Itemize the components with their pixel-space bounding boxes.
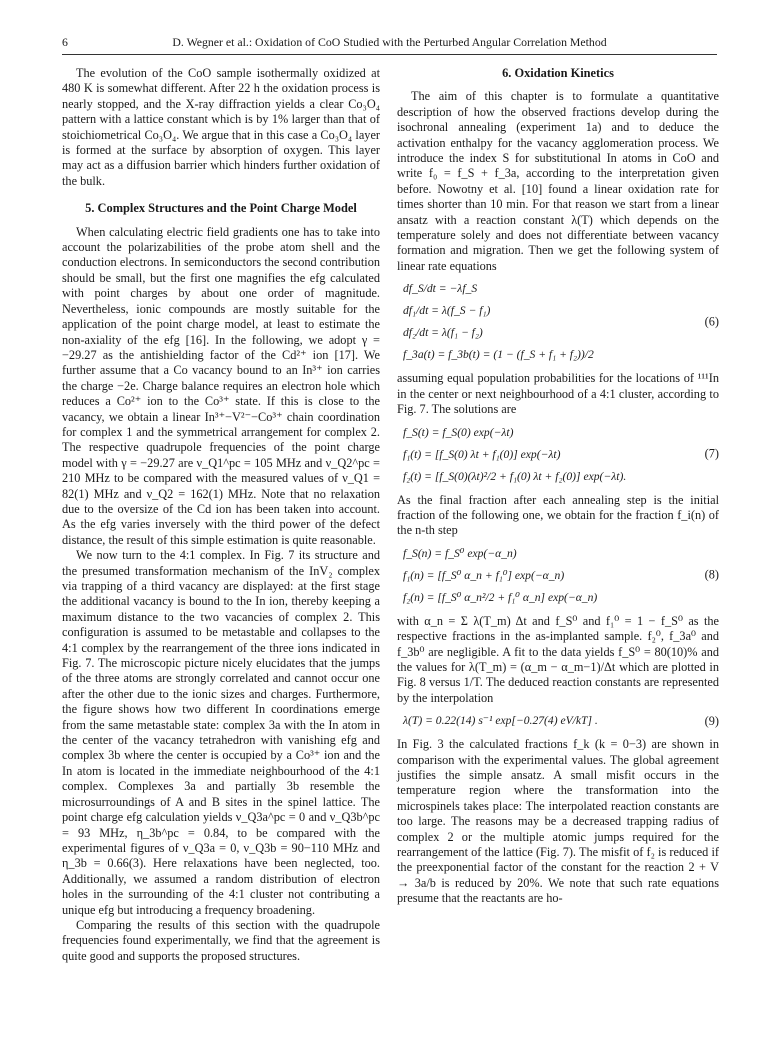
equation-line: f_S(n) = f_S⁰ exp(−α_n) — [403, 546, 517, 560]
equation-line: f₂(n) = [f_S⁰ α_n²/2 + f₁⁰ α_n] exp(−α_n) — [403, 590, 598, 604]
section-5-title: 5. Complex Structures and the Point Charge Model — [85, 201, 357, 216]
equation-line: f₂(t) = [f_S(0)(λt)²/2 + f₁(0) λt + f₂(0)] exp(−λt). — [403, 469, 627, 483]
equation-6 — [397, 282, 719, 361]
equation-number: (8) — [704, 567, 719, 582]
paragraph-calculated-fractions: In Fig. 3 the calculated fractions f_k (k = 0−3) are shown in comparison with the experimental values. The global agreement justifies the simple ansatz. A small misfit occurs in the temperature region where the transformation into the microspinels takes place: The interpolated reaction constants are too large. The reasons may be a decreased trapping radius of complex 2 or the multiple atomic jumps required for the rearrangement of the lattice (Fig. 7). The misfit of f₂ is reduced if the preexponential factor of the constant for the reaction 2 + V → 3a/b is reduced by 20%. We note that such rate equations presume that the reactants are ho- — [397, 737, 719, 906]
equation-line: df_S/dt = −λf_S — [403, 282, 478, 296]
equation-line: f₁(t) = [f_S(0) λt + f₁(0)] exp(−λt) — [403, 447, 561, 461]
equation-line: f₁(n) = [f_S⁰ α_n + f₁⁰] exp(−α_n) — [403, 568, 565, 582]
section-6-title: 6. Oxidation Kinetics — [502, 66, 614, 80]
equation-number: (9) — [704, 714, 719, 729]
equation-line: df₁/dt = λ(f_S − f₁) — [403, 304, 491, 318]
equation-line: λ(T) = 0.22(14) s⁻¹ exp[−0.27(4) eV/kT] . — [403, 714, 598, 728]
paragraph-kinetics-intro: The aim of this chapter is to formulate a quantitative description of how the observed fractions develop during the isochronal annealing (experiment 1a) and to deduce the activation enthalpy for the vacancy agglomeration process. We introduce the index S for substitutional In atoms in CoO and write f₀ = f_S + f_3a, according to the interpretation given before. Nowotny et al. [10] found a linear oxidation rate for times shorter than 10 min. For that reason we start from a linear ansatz with a reaction constant λ(T) which depends on the temperature solely and does not differentiate between vacancy formation and migration. Then we get the following system of linear rate equations — [397, 89, 719, 273]
paragraph-population: assuming equal population probabilities for the locations of ¹¹¹In in the center or next neighbourhood of a 4:1 cluster, according to Fig. 7. The solutions are — [397, 371, 719, 417]
equation-9 — [397, 714, 719, 727]
paragraph-efg-calculation: When calculating electric field gradients one has to take into account the polarizabilities of the probe atom shell and the conduction electrons. In semiconductors the second contribution should be small, but the first one magnifies the efg calculated with point charges by about one order of magnitude. Nevertheless, ionic compounds are mostly suitable for the application of the point charge model, at least to estimate the non-axiality of the efg [16]. In the following, we adopt γ = −29.27 as the antishielding factor of the Cd²⁺ ion [17]. We further assume that a Co vacancy bound to an In³⁺ ion carries the charge −2e. Charge balance requires an electron hole which reduces a Co²⁺ ion to the Co³⁺ state. If this is close to the vacancy, we obtain a linear In³⁺−V²⁻−Co³⁺ chain coordination for complex 1 and the symmetrical arrangement for complex 2. The respective quadrupole frequencies of the point charge model with γ = −29.27 are ν_Q1^pc = 105 MHz and ν_Q2^pc = 210 MHz to be compared with the measured values of ν_Q1 = 82(1) MHz and ν_Q2 = 162(1) MHz. Note that no relaxation due to the oversize of the Cd ion has been taken into account. As the efg varies inversely with the third power of the defect distance, the result of this simple estimation is quite reasonable. — [62, 224, 380, 547]
left-column — [62, 66, 380, 964]
equation-line: f_3a(t) = f_3b(t) = (1 − (f_S + f₁ + f₂))/2 — [403, 348, 594, 362]
equation-number: (6) — [704, 314, 719, 329]
equation-8 — [397, 547, 719, 604]
right-column — [397, 66, 719, 907]
paragraph-4-1-complex: We now turn to the 4:1 complex. In Fig. 7 its structure and the presumed transformation mechanism of the InV₂ complex via trapping of a third vacancy are displayed: at the first stage the additional vacancy is bound to the In ion, thereby keeping a maximum distance to the two vacancies of complex 2. This configuration is assumed to be metastable and collapses to the 4:1 complex by the rearrangement of the three ions indicated in Fig. 7. The microscopic picture nicely elucidates that the jumps of the three atoms are strongly correlated and cannot occur one after the other due to the ionic sizes and charges. Furthermore, the figure shows how two different In coordinations emerge from the same metastable state: complex 3a with the In atom in the center of the vacancy tetrahedron with vanishing efg and complex 3b where the center is occupied by a Co³⁺ ion and the In atom is located in the immediate neighbourhood of the 4:1 complex. Complexes 3a and partially 3b resemble the microsurroundings of A and B sites in the spinel lattice. The point charge efg calculation yields ν_Q3a^pc = 0 and ν_Q3b^pc = 93 MHz, η_3b^pc = 0.84, to be compared with the experimental figures of ν_Q3a = 0, ν_Q3b = 90−110 MHz and η_3b = 0.66(3). Here relaxations have been neglected, too. Additionally, we assumed a random distribution of electron holes in the surrounding of the 4:1 cluster not contributing a unique efg but introducing a frequency broadening. — [62, 548, 380, 917]
running-head-title: D. Wegner et al.: Oxidation of CoO Studied with the Perturbed Angular Correlation Method — [172, 35, 607, 49]
equation-line: df₂/dt = λ(f₁ − f₂) — [403, 326, 483, 340]
equation-line: f_S(t) = f_S(0) exp(−λt) — [403, 425, 514, 439]
page-number: 6 — [62, 35, 68, 49]
equation-7 — [397, 426, 719, 483]
paragraph-fit-results: with α_n = Σ λ(T_m) Δt and f_S⁰ and f₁⁰ = 1 − f_S⁰ as the respective fractions in the as-implanted sample. f₂⁰, f_3a⁰ and f_3b⁰ are negligible. A fit to the data yields f_S⁰ = 80(10)% and the values for λ(T_m) = (α_m − α_m−1)/Δt which are plotted in Fig. 8 versus 1/T. The deduced reaction constants are represented by the interpolation — [397, 613, 719, 705]
paragraph-final-fraction: As the final fraction after each annealing step is the initial fraction of the following one, we obtain for the fraction f_i(n) of the n-th step — [397, 492, 719, 538]
equation-number: (7) — [704, 446, 719, 461]
running-header — [62, 34, 717, 55]
paragraph-co3o4-evolution: The evolution of the CoO sample isothermally oxidized at 480 K is somewhat different. After 22 h the oxidation process is nearly stopped, and the X-ray diffraction yields a clear Co₃O₄ pattern with a lattice constant which is by 1% larger than that of stoichiometrical Co₃O₄. We argue that in this case a Co₃O₄ layer is formed at the surface by absorption of oxygen. This layer may act as a diffusion barrier which hinders further oxidation of the bulk. — [62, 66, 380, 188]
paragraph-comparison: Comparing the results of this section with the quadrupole frequencies found experimentally, we find that the agreement is quite good and supports the proposed structures. — [62, 917, 380, 963]
